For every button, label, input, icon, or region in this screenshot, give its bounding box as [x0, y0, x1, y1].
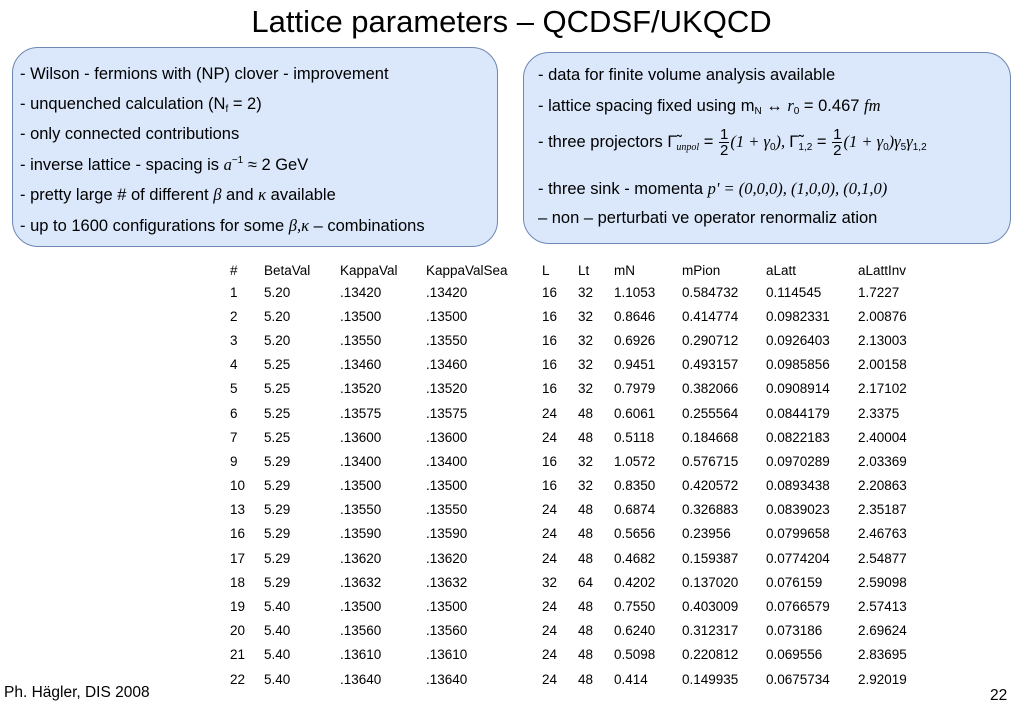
table-cell: 0.23956	[682, 526, 731, 542]
table-cell: 48	[578, 623, 594, 639]
table-cell: 5.40	[264, 599, 291, 615]
table-cell: .13640	[340, 671, 382, 687]
right-line-2-sub: N	[754, 106, 762, 117]
table-cell: 48	[578, 405, 594, 421]
table-cell: .13420	[426, 284, 468, 300]
left-line-6-tail: – combinations	[309, 217, 425, 235]
right-line-4-momenta: p' = (0,0,0), (1,0,0), (0,1,0)	[707, 179, 888, 198]
table-cell: 0.0766579	[766, 599, 830, 615]
table-cell: 5.29	[264, 453, 291, 469]
left-line-4-tail: ≈ 2 GeV	[243, 156, 309, 174]
left-line-6-text: - up to 1600 configurations for some	[20, 217, 289, 235]
table-cell: 13	[230, 502, 246, 518]
table-cell: 24	[542, 405, 558, 421]
gamma-last: γ	[906, 131, 913, 151]
gamma-12-sub: 1,2	[798, 141, 813, 153]
left-line-6-sym: β,κ	[288, 216, 310, 235]
table-row	[230, 449, 924, 473]
table-cell: 2.83695	[858, 647, 907, 663]
table-cell: 24	[542, 429, 558, 445]
table-cell: 16	[542, 357, 558, 373]
table-cell: 18	[230, 574, 246, 590]
right-line-2-arrow: ↔	[761, 97, 788, 115]
table-cell: .13550	[340, 332, 382, 348]
fraction-1-den: 2	[720, 142, 729, 159]
table-cell: 0.6874	[614, 502, 656, 518]
table-cell: 0.4682	[614, 550, 656, 566]
table-cell: 2.00158	[858, 357, 907, 373]
right-line-3	[538, 127, 927, 158]
table-cell: .13632	[340, 574, 382, 590]
table-cell: 0.0799658	[766, 526, 830, 542]
fraction-2-num: 1	[833, 126, 842, 143]
table-cell: 0.403009	[682, 599, 739, 615]
table-cell: 21	[230, 647, 246, 663]
left-line-6	[20, 216, 425, 236]
table-cell: 2.17102	[858, 381, 907, 397]
table-cell: 2.69624	[858, 623, 907, 639]
table-cell: 48	[578, 502, 594, 518]
table-cell: 64	[578, 574, 594, 590]
table-row	[230, 401, 924, 425]
left-line-4-var: a	[223, 155, 232, 174]
table-cell: 32	[578, 381, 594, 397]
table-row	[230, 280, 924, 304]
table-cell: 24	[542, 599, 558, 615]
table-cell: 5.29	[264, 574, 291, 590]
table-cell: 9	[230, 453, 238, 469]
lattice-setup-box	[12, 47, 498, 247]
table-cell: 32	[578, 284, 594, 300]
table-cell: .13550	[426, 332, 468, 348]
gamma5-sub: 5	[900, 141, 907, 153]
table-cell: 0.584732	[682, 284, 739, 300]
table-cell: .13460	[426, 357, 468, 373]
table-cell: 0.0970289	[766, 453, 830, 469]
table-cell: 5.40	[264, 623, 291, 639]
table-cell: 0.0844179	[766, 405, 830, 421]
right-line-5: – non – perturbati ve operator renormaliz ation	[538, 209, 878, 227]
left-line-3: - only connected contributions	[20, 125, 240, 143]
table-cell: 0.414	[614, 671, 648, 687]
table-cell: 16	[542, 478, 558, 494]
table-cell: 2.20863	[858, 478, 907, 494]
table-cell: 0.0839023	[766, 502, 830, 518]
table-row	[230, 619, 924, 643]
column-header: BetaVal	[264, 262, 311, 278]
gamma-last-sub: 1,2	[912, 141, 927, 153]
table-cell: 2.00876	[858, 308, 907, 324]
table-row	[230, 570, 924, 594]
table-row	[230, 498, 924, 522]
table-cell: 5.25	[264, 357, 291, 373]
left-line-2	[20, 95, 262, 115]
right-line-3-eq2: =	[812, 132, 832, 151]
table-cell: 48	[578, 429, 594, 445]
table-cell: 16	[230, 526, 246, 542]
page-number: 22	[990, 687, 1008, 704]
table-row	[230, 667, 924, 691]
table-cell: .13610	[426, 647, 468, 663]
column-header: #	[230, 262, 238, 278]
table-header-row	[230, 260, 924, 280]
table-cell: 5.25	[264, 429, 291, 445]
left-line-5	[20, 185, 336, 205]
table-cell: 0.5118	[614, 429, 655, 445]
table-cell: 0.290712	[682, 332, 739, 348]
left-line-5-beta: β	[213, 185, 222, 204]
table-cell: 6	[230, 405, 238, 421]
table-cell: 2.35187	[858, 502, 907, 518]
table-row	[230, 425, 924, 449]
table-cell: 0.4202	[614, 574, 656, 590]
table-cell: .13590	[340, 526, 382, 542]
column-header: mN	[614, 262, 635, 278]
footer-author: Ph. Hägler, DIS 2008	[4, 684, 150, 701]
right-line-4	[538, 179, 887, 199]
column-header: KappaVal	[340, 262, 398, 278]
table-cell: 24	[542, 502, 558, 518]
table-cell: 0.6926	[614, 332, 656, 348]
right-line-2-text: - lattice spacing fixed using m	[538, 97, 755, 115]
table-cell: .13520	[340, 381, 382, 397]
table-cell: 5.29	[264, 526, 291, 542]
table-cell: 20	[230, 623, 246, 639]
table-cell: 2.3375	[858, 405, 900, 421]
table-cell: 48	[578, 671, 594, 687]
table-cell: 48	[578, 647, 594, 663]
table-cell: 3	[230, 332, 238, 348]
table-cell: 7	[230, 429, 238, 445]
paren-1-close: ),	[775, 131, 790, 151]
table-row	[230, 643, 924, 667]
fraction-2-den: 2	[833, 142, 842, 159]
table-cell: 32	[542, 574, 558, 590]
column-header: L	[542, 262, 550, 278]
table-cell: 0.493157	[682, 357, 739, 373]
table-cell: .13620	[340, 550, 382, 566]
slide-title: Lattice parameters – QCDSF/UKQCD	[251, 4, 772, 39]
table-row	[230, 522, 924, 546]
table-cell: 0.414774	[682, 308, 739, 324]
table-cell: 1.1053	[614, 284, 656, 300]
table-cell: 5.40	[264, 671, 291, 687]
table-cell: 0.0822183	[766, 429, 830, 445]
right-line-2	[538, 96, 881, 117]
table-cell: 0.5098	[614, 647, 656, 663]
table-cell: 0.6061	[614, 405, 656, 421]
table-cell: 0.073186	[766, 623, 823, 639]
table-cell: 17	[230, 550, 246, 566]
table-cell: 48	[578, 526, 594, 542]
table-cell: 0.0982331	[766, 308, 830, 324]
left-line-5-mid: and	[221, 186, 259, 204]
table-cell: .13550	[426, 502, 468, 518]
table-cell: 24	[542, 526, 558, 542]
table-cell: .13575	[426, 405, 468, 421]
table-cell: 32	[578, 478, 594, 494]
right-line-4-text: - three sink - momenta	[538, 180, 708, 198]
table-cell: 0.0774204	[766, 550, 830, 566]
analysis-details-box	[523, 52, 1011, 244]
table-cell: 1	[230, 284, 238, 300]
paren-2: (1 + γ	[843, 131, 884, 151]
gamma-12: Γ̃	[789, 132, 799, 151]
paren-2-sub: 0	[883, 141, 889, 153]
table-cell: 0.420572	[682, 478, 739, 494]
table-cell: 2.54877	[858, 550, 907, 566]
table-cell: .13600	[340, 429, 382, 445]
table-cell: 16	[542, 284, 558, 300]
table-cell: 0.6240	[614, 623, 656, 639]
table-row	[230, 546, 924, 570]
table-cell: .13620	[426, 550, 468, 566]
table-cell: 24	[542, 623, 558, 639]
fraction-half-1	[719, 127, 729, 158]
table-cell: .13500	[340, 599, 382, 615]
left-line-2-text: - unquenched calculation (N	[20, 95, 226, 113]
table-cell: 1.7227	[858, 284, 900, 300]
paren-1: (1 + γ	[730, 131, 770, 151]
right-line-2-unit: fm	[864, 96, 881, 115]
table-cell: .13590	[426, 526, 468, 542]
right-line-3-text: - three projectors	[538, 132, 668, 151]
table-cell: .13400	[426, 453, 468, 469]
table-cell: 0.137020	[682, 574, 739, 590]
column-header: aLattInv	[858, 262, 907, 278]
left-line-4-sup: −1	[231, 155, 244, 166]
table-cell: .13560	[340, 623, 382, 639]
lattice-parameters-table	[230, 260, 924, 691]
table-cell: 0.8350	[614, 478, 656, 494]
table-cell: 22	[230, 671, 246, 687]
table-cell: .13420	[340, 284, 382, 300]
table-cell: 2.03369	[858, 453, 907, 469]
left-line-5-text: - pretty large # of different	[20, 186, 214, 204]
table-cell: 5.20	[264, 308, 291, 324]
table-cell: 5.29	[264, 478, 291, 494]
table-cell: 0.159387	[682, 550, 739, 566]
fraction-half-2	[832, 127, 842, 158]
column-header: KappaValSea	[426, 262, 508, 278]
paren-2-tail: )γ	[888, 131, 901, 151]
table-cell: 2	[230, 308, 238, 324]
table-cell: 0.184668	[682, 429, 739, 445]
table-cell: 2.13003	[858, 332, 907, 348]
table-cell: 0.0675734	[766, 671, 830, 687]
table-cell: 32	[578, 308, 594, 324]
right-line-1: - data for finite volume analysis available	[538, 66, 836, 84]
table-cell: 0.076159	[766, 574, 823, 590]
left-line-5-tail: available	[266, 186, 336, 204]
table-cell: 32	[578, 332, 594, 348]
table-cell: 32	[578, 453, 594, 469]
table-cell: 48	[578, 599, 594, 615]
left-line-4	[20, 155, 308, 175]
left-line-1: - Wilson - fermions with (NP) clover - improvement	[20, 65, 389, 83]
table-cell: .13460	[340, 357, 382, 373]
table-row	[230, 304, 924, 328]
table-cell: 16	[542, 381, 558, 397]
table-cell: 0.149935	[682, 671, 739, 687]
table-cell: 0.576715	[682, 453, 739, 469]
table-cell: 2.46763	[858, 526, 907, 542]
table-cell: 0.312317	[682, 623, 739, 639]
table-cell: 5.25	[264, 381, 291, 397]
table-cell: 0.382066	[682, 381, 739, 397]
gamma-unpol-sub: unpol	[676, 141, 700, 153]
right-line-2-rsub: 0	[793, 106, 800, 117]
gamma-unpol: Γ̃	[667, 132, 677, 151]
table-cell: 48	[578, 550, 594, 566]
table-cell: 0.5656	[614, 526, 656, 542]
table-cell: 16	[542, 453, 558, 469]
right-line-3-eq1: =	[699, 132, 718, 151]
table-cell: 10	[230, 478, 246, 494]
table-cell: 0.114545	[766, 284, 822, 300]
table-cell: .13560	[426, 623, 468, 639]
right-line-2-r: r	[787, 96, 794, 115]
table-cell: 2.92019	[858, 671, 907, 687]
left-line-4-text: - inverse lattice - spacing is	[20, 156, 224, 174]
table-cell: 0.7979	[614, 381, 656, 397]
table-cell: 0.255564	[682, 405, 739, 421]
table-cell: .13640	[426, 671, 468, 687]
table-cell: 0.7550	[614, 599, 656, 615]
fraction-1-num: 1	[720, 126, 729, 143]
column-header: Lt	[578, 262, 590, 278]
table-row	[230, 594, 924, 618]
table-cell: .13520	[426, 381, 468, 397]
paren-1-sub: 0	[769, 141, 776, 153]
table-cell: .13500	[426, 308, 468, 324]
table-cell: 5.40	[264, 647, 291, 663]
table-cell: 0.0908914	[766, 381, 830, 397]
table-cell: 5.20	[264, 332, 291, 348]
table-cell: 5.29	[264, 502, 291, 518]
table-cell: 16	[542, 308, 558, 324]
table-cell: 16	[542, 332, 558, 348]
column-header: mPion	[682, 262, 721, 278]
left-line-2-tail: = 2)	[228, 95, 262, 113]
table-cell: 32	[578, 357, 594, 373]
table-cell: 0.220812	[682, 647, 739, 663]
left-line-2-sub: f	[225, 104, 229, 115]
right-line-2-eq: = 0.467	[799, 97, 865, 115]
table-cell: .13610	[340, 647, 382, 663]
table-cell: 0.0893438	[766, 478, 830, 494]
table-cell: 24	[542, 671, 558, 687]
table-cell: 2.59098	[858, 574, 907, 590]
table-cell: 0.0985856	[766, 357, 830, 373]
table-row	[230, 377, 924, 401]
table-cell: 0.8646	[614, 308, 656, 324]
table-cell: .13632	[426, 574, 468, 590]
table-cell: 0.9451	[614, 357, 656, 373]
table-row	[230, 474, 924, 498]
table-row	[230, 328, 924, 352]
table-cell: 2.40004	[858, 429, 907, 445]
table-cell: 0.069556	[766, 647, 823, 663]
table-cell: .13500	[340, 478, 382, 494]
table-cell: 5.20	[264, 284, 291, 300]
table-cell: 24	[542, 647, 558, 663]
table-cell: 24	[542, 550, 558, 566]
table-cell: .13500	[426, 599, 468, 615]
table-row	[230, 353, 924, 377]
table-cell: 0.0926403	[766, 332, 830, 348]
table-cell: 5	[230, 381, 238, 397]
column-header: aLatt	[766, 262, 797, 278]
table-cell: 1.0572	[614, 453, 656, 469]
table-cell: 5.29	[264, 550, 291, 566]
table-cell: .13500	[426, 478, 468, 494]
table-cell: .13400	[340, 453, 382, 469]
table-cell: 2.57413	[858, 599, 907, 615]
left-line-5-kappa: κ	[258, 185, 267, 204]
table-cell: .13575	[340, 405, 382, 421]
table-cell: 19	[230, 599, 246, 615]
table-cell: .13500	[340, 308, 382, 324]
table-cell: .13600	[426, 429, 468, 445]
table-cell: .13550	[340, 502, 382, 518]
table-body	[230, 280, 924, 691]
table-cell: 4	[230, 357, 238, 373]
table-cell: 0.326883	[682, 502, 739, 518]
table-cell: 5.25	[264, 405, 291, 421]
